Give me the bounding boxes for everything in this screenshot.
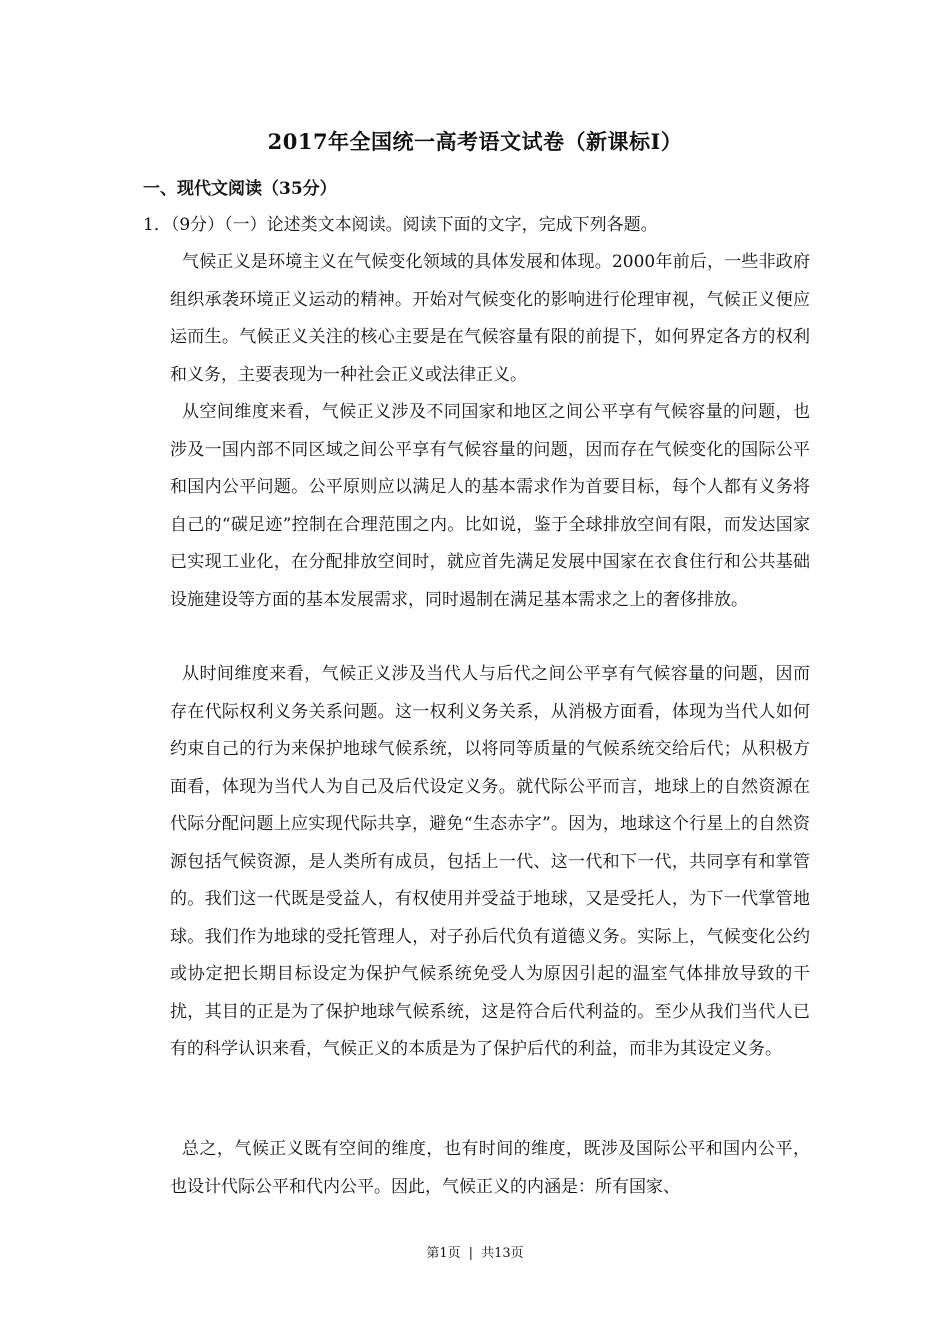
- page-footer: [0, 1242, 950, 1261]
- passage-paragraph-3: 从时间维度来看，气候正义涉及当代人与后代之间公平享有气候容量的问题，因而存在代际权利义务关系问题。这一权利义务关系，从消极方面看，体现为当代人如何约束自己的行为来保护地球气候系统，以将同等质量的气候系统交给后代；从积极方面看，体现为当代人为自己及后代设定义务。就代际公平而言，地球上的自然资源在代际分配问题上应实现代际共享，避免“生态赤字”。因为，地球这个行星上的自然资源包括气候资源，是人类所有成员，包括上一代、这一代和下一代，共同享有和掌管的。我们这一代既是受益人，有权使用并受益于地球，又是受托人，为下一代掌管地球。我们作为地球的受托管理人，对子孙后代负有道德义务。实际上，气候变化公约或协定把长期目标设定为保护气候系统免受人为原因引起的温室气体排放导致的干扰，其目的正是为了保护地球气候系统，这是符合后代利益的。至少从我们当代人已有的科学认识来看，气候正义的本质是为了保护后代的利益，而非为其设定义务。: [170, 664, 810, 1059]
- passage-paragraph-4: 总之，气候正义既有空间的维度，也有时间的维度，既涉及国际公平和国内公平，也设计代际公平和代内公平。因此，气候正义的内涵是：所有国家、: [170, 1139, 810, 1197]
- total-pages: 共13页: [481, 1246, 524, 1261]
- section-heading: 一、现代文阅读（35分）: [143, 179, 337, 199]
- page-number: 第1页: [426, 1246, 461, 1261]
- question-intro: 1．（9分）（一）论述类文本阅读。阅读下面的文字，完成下列各题。: [143, 215, 658, 235]
- passage-paragraph-2: 从空间维度来看，气候正义涉及不同国家和地区之间公平享有气候容量的问题，也涉及一国内部不同区域之间公平享有气候容量的问题，因而存在气候变化的国际公平和国内公平问题。公平原则应以满足人的基本需求作为首要目标，每个人都有义务将自己的“碳足迹”控制在合理范围之内。比如说，鉴于全球排放空间有限，而发达国家已实现工业化，在分配排放空间时，就应首先满足发展中国家在衣食住行和公共基础设施建设等方面的基本发展需求，同时遏制在满足基本需求之上的奢侈排放。: [170, 402, 810, 610]
- footer-separator: |: [468, 1246, 474, 1261]
- exam-title: 2017年全国统一高考语文试卷（新课标Ⅰ）: [267, 129, 683, 154]
- passage-paragraph-1: 气候正义是环境主义在气候变化领域的具体发展和体现。2000年前后，一些非政府组织承袭环境正义运动的精神。开始对气候变化的影响进行伦理审视，气候正义便应运而生。气候正义关注的核心主要是在气候容量有限的前提下，如何界定各方的权利和义务，主要表现为一种社会正义或法律正义。: [170, 252, 810, 385]
